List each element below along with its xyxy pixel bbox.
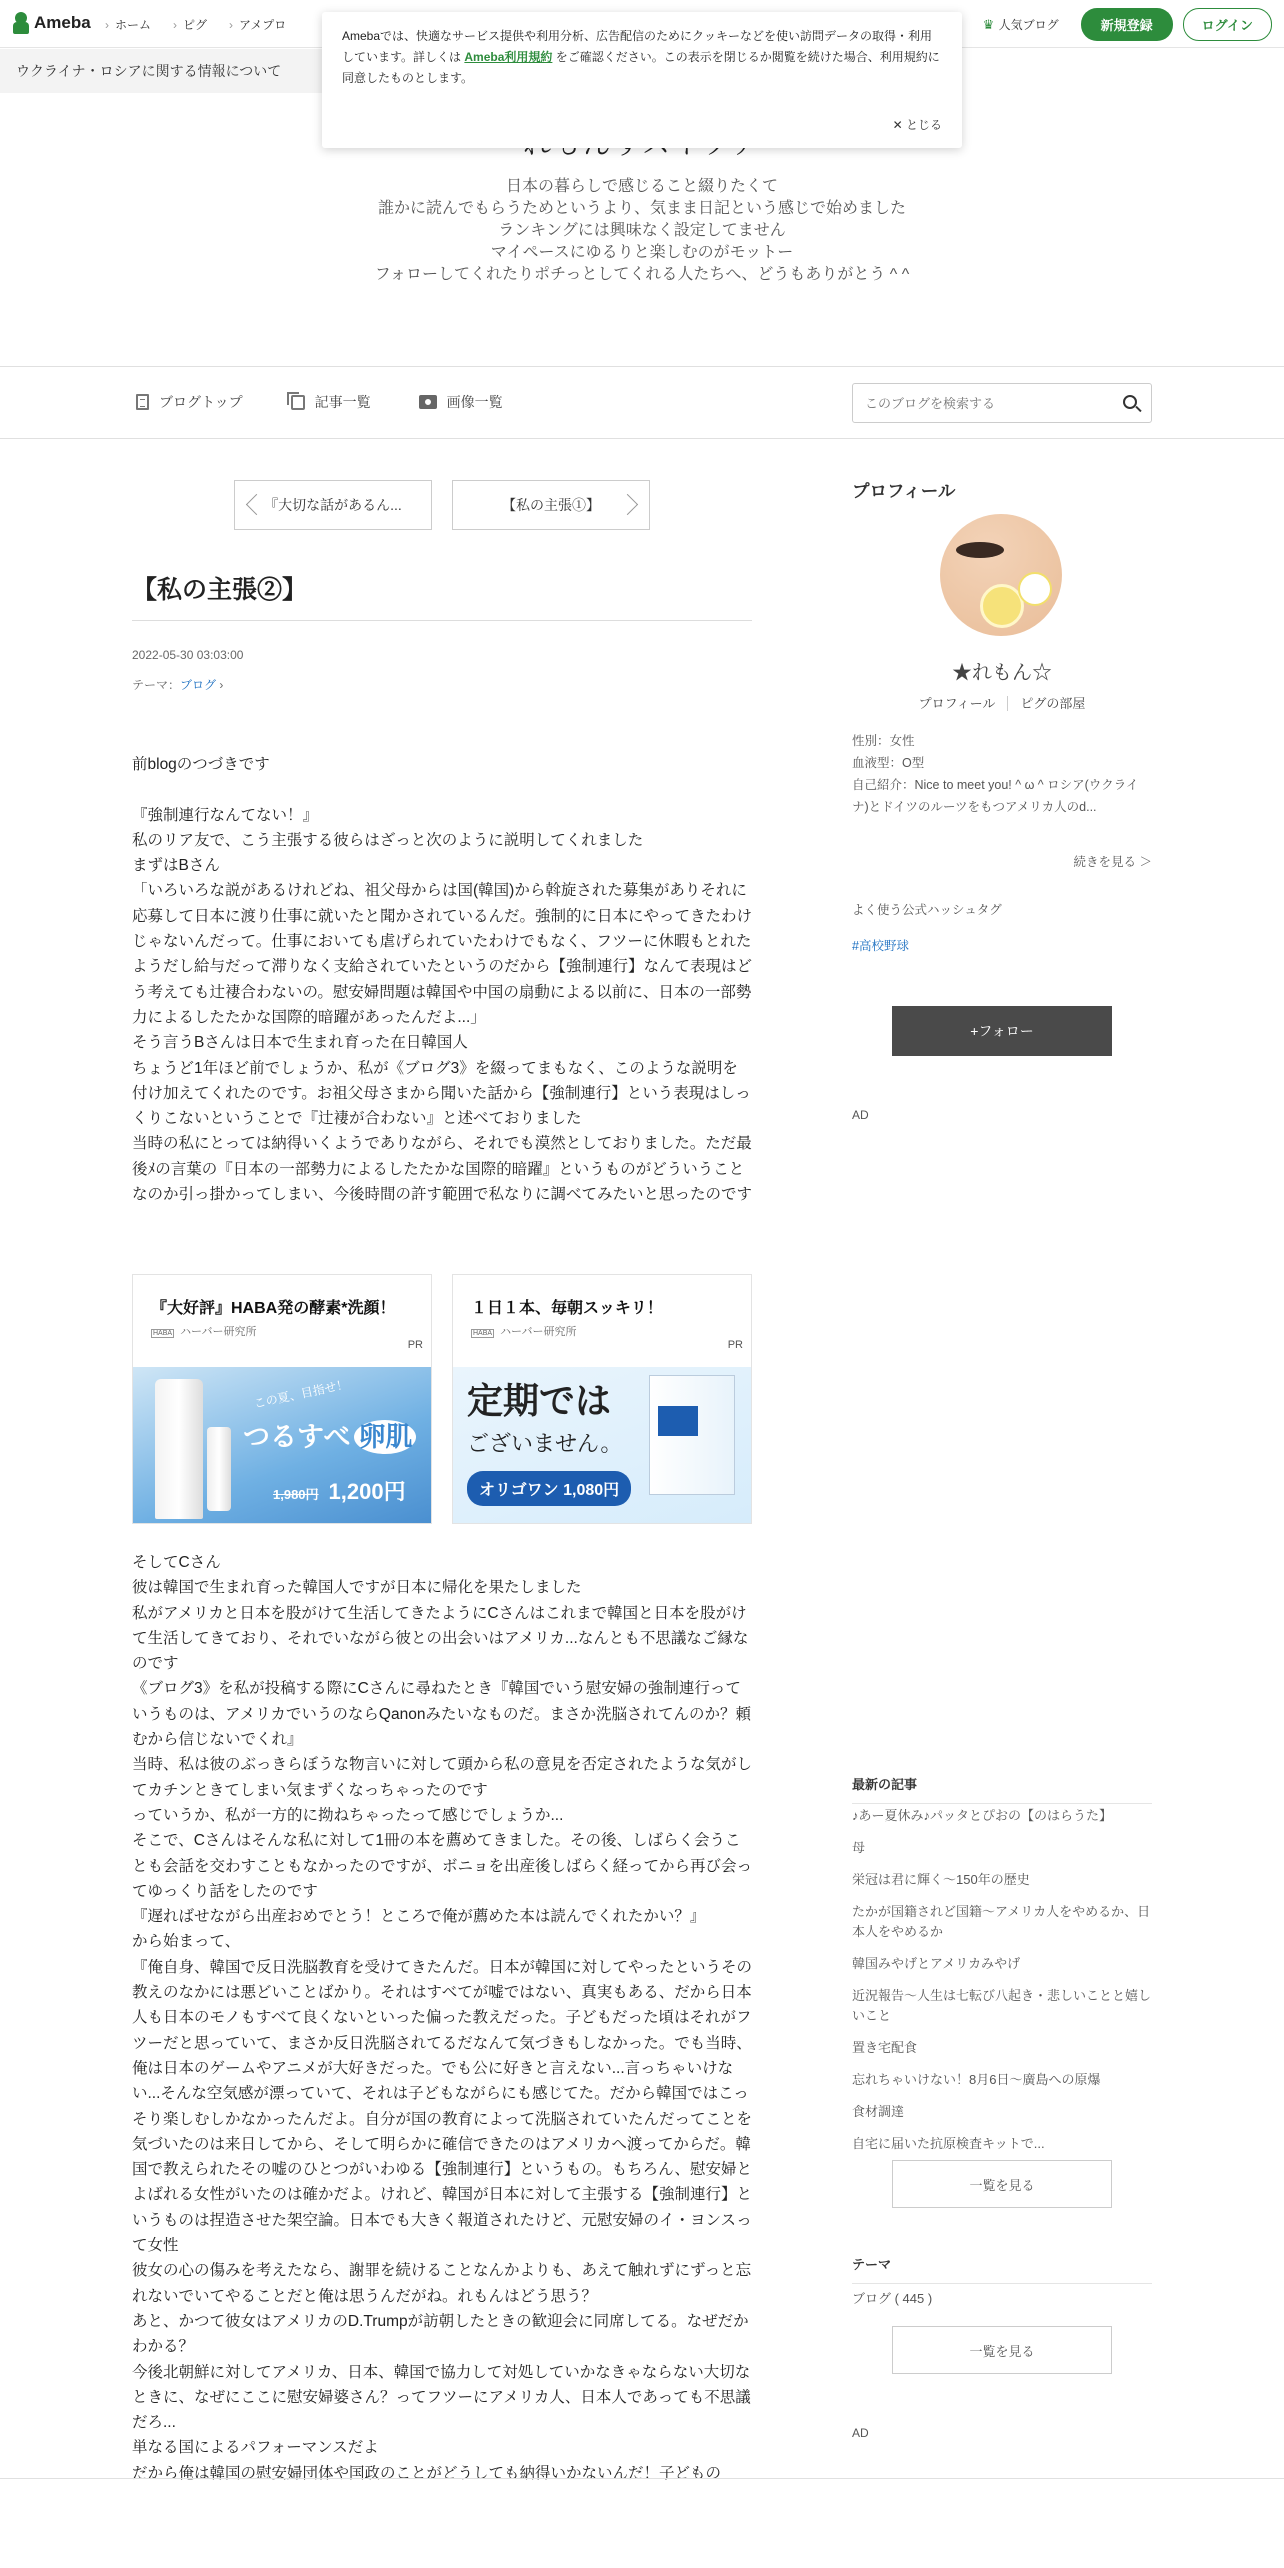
cookie-close-button[interactable] bbox=[893, 115, 942, 136]
product-bottle bbox=[155, 1379, 203, 1519]
profile-link[interactable]: プロフィール bbox=[918, 696, 996, 711]
divider bbox=[0, 438, 1284, 439]
recent-list-button[interactable]: 一覧を見る bbox=[892, 2160, 1112, 2208]
ad-advertiser: HABA ハーバー研究所 bbox=[151, 1323, 257, 1339]
product-bottle bbox=[207, 1427, 231, 1511]
ad-label: AD bbox=[852, 1108, 869, 1122]
blog-nav bbox=[136, 392, 503, 412]
nav-home[interactable]: › ホーム bbox=[105, 16, 151, 33]
recent-article-link[interactable]: 置き宅配食 bbox=[852, 2040, 918, 2055]
recent-article-link[interactable]: 忘れちゃいけない！8月6日～廣島への原爆 bbox=[852, 2072, 1101, 2087]
self-intro: 自己紹介：Nice to meet you! ^ ω ^ ロシア(ウクライナ)とドイツのルーツをもつアメリカ人のd... bbox=[852, 778, 1139, 814]
desc-line: 誰かに読んでもらうためというより、気まま日記という感じで始めました bbox=[377, 200, 906, 217]
close-icon: ✕ bbox=[892, 118, 906, 132]
ad-title: 『大好評』HABA発の酵素*洗顔！ bbox=[151, 1300, 396, 1317]
article-list-link[interactable] bbox=[291, 392, 371, 412]
profile-info bbox=[852, 730, 1152, 818]
copy-icon bbox=[291, 395, 305, 410]
pr-badge: PR bbox=[407, 1339, 423, 1351]
search-icon[interactable] bbox=[1123, 395, 1137, 409]
divider bbox=[132, 620, 752, 621]
hashtag-heading: よく使う公式ハッシュタグ bbox=[852, 903, 1002, 917]
ad-label: AD bbox=[852, 2426, 869, 2440]
divider bbox=[0, 2478, 1284, 2479]
lemon-slice bbox=[1018, 572, 1052, 606]
chevron-right-icon: › bbox=[216, 678, 224, 692]
profile-heading: プロフィール bbox=[852, 481, 956, 501]
recent-article-link[interactable]: ♪あー夏休み♪パッタとぴおの【のはらうた】 bbox=[852, 1808, 1113, 1823]
ad-headline: つるすべ 卵肌 bbox=[243, 1415, 416, 1454]
ad-headline: 定期では bbox=[467, 1381, 612, 1421]
popular-label: 人気ブログ bbox=[998, 18, 1059, 32]
search-input[interactable] bbox=[865, 396, 1105, 411]
ad-caption: この夏、目指せ！ bbox=[252, 1377, 350, 1411]
avatar[interactable] bbox=[940, 514, 1062, 636]
recent-article-link[interactable]: たかが国籍されど国籍～アメリカ人をやめるか、日本人をやめるか bbox=[852, 1904, 1151, 1939]
image-list-link[interactable] bbox=[419, 392, 503, 412]
recent-article-link[interactable]: 栄冠は君に輝く～150年の歴史 bbox=[852, 1872, 1030, 1887]
read-more-link[interactable]: 続きを見る ＞ bbox=[1073, 855, 1152, 869]
blog-top-link[interactable] bbox=[136, 392, 243, 412]
header-actions bbox=[983, 8, 1272, 41]
profile-nickname[interactable]: ★れもん☆ bbox=[952, 662, 1052, 684]
ameba-logo[interactable] bbox=[12, 12, 91, 34]
ad-advertiser: HABA ハーバー研究所 bbox=[471, 1323, 577, 1339]
article-text: 前blogのつづきです 『強制連行なんてない！』 私のリア友で、こう主張する彼らはざっと次のように説明してくれました まずはBさん 「いろいろな説があるけれどね、祖父母からは国(韓国)から斡旋された募集がありそれに応募して日本に渡り仕事に就いたと聞かされているんだ。強制的に日本にやってきたわけじゃないんだって。仕事においても虐げられていたわけでもなく、フツーに休暇もとれたようだし給与だって滞りなく支給されていたというのだから【強制連行】なんて表現はどう考えても辻褄合わないの。慰安婦問題は韓国や中国の扇動による以前に、日本の一部勢力によるしたたかな国際的暗躍があったんだよ...」 そう言うBさんは日本で生まれ育った在日韓国人 ちょうど1年ほど前でしょうか、私が《ブログ3》を綴ってまもなく、このような説明を付け加えてくれたのです。お祖父母さまから聞いた話から【強制連行】という表現はしっくりこないということで『辻褄が合わない』と述べておりました 当時の私にとっては納得いくようでありながら、それでも漠然としておりました。ただ最後ﾒの言葉の『日本の一部勢力によるしたたかな国際的暗躍』というものがどういうことなのか引っ掛かってしまい、今後時間の許す範囲で私なりに調べてみたいと思ったのです bbox=[132, 756, 753, 1204]
crown-icon: ♛ bbox=[982, 16, 995, 32]
article-body-part2 bbox=[132, 1550, 752, 2486]
login-button[interactable]: ログイン bbox=[1183, 8, 1272, 41]
ad-image bbox=[133, 1367, 431, 1523]
blog-search bbox=[852, 383, 1152, 423]
ad-headline-em: 卵肌 bbox=[354, 1420, 416, 1454]
ad-price: オリゴワン 1,080円 bbox=[467, 1471, 631, 1506]
article-title: 【私の主張②】 bbox=[132, 576, 308, 604]
ad-title: １日１本、毎朝スッキリ！ bbox=[471, 1300, 663, 1317]
ad-subheadline: ございません。 bbox=[467, 1431, 623, 1456]
article-list-label: 記事一覧 bbox=[314, 394, 371, 410]
nav-amepro[interactable]: › アメプロ bbox=[229, 16, 286, 33]
theme-label: テーマ： bbox=[132, 678, 181, 692]
cookie-consent-dialog bbox=[322, 12, 962, 148]
new-price: 1,200円 bbox=[328, 1479, 406, 1504]
recent-article-link[interactable]: 食材調達 bbox=[852, 2104, 905, 2119]
cookie-text-2: をご確認ください。この表示を閉じるか閲覧を続けた場合、利用規約に同意したものとします。 bbox=[342, 50, 940, 85]
gender: 性別：女性 bbox=[852, 734, 915, 748]
global-nav bbox=[105, 16, 286, 33]
nav-pigg[interactable]: › ピグ bbox=[173, 16, 207, 33]
product-box bbox=[649, 1375, 735, 1495]
pigg-room-link[interactable]: ピグの部屋 bbox=[1007, 696, 1085, 711]
popular-blogs-link[interactable] bbox=[983, 16, 1059, 33]
next-article-link[interactable]: 【私の主張①】 bbox=[452, 480, 650, 530]
image-list-label: 画像一覧 bbox=[446, 394, 503, 410]
theme-link[interactable]: ブログ ( 445 ) bbox=[852, 2291, 933, 2306]
hashtag-link[interactable]: #高校野球 bbox=[852, 939, 909, 953]
desc-line: ランキングには興味なく設定してません bbox=[498, 222, 786, 239]
recent-heading: 最新の記事 bbox=[852, 1774, 1152, 1804]
desc-line: フォローしてくれたりポチっとしてくれる人たちへ、どうもありがとう ^ ^ bbox=[374, 266, 910, 283]
blog-top-label: ブログトップ bbox=[159, 394, 243, 410]
camera-icon bbox=[419, 395, 437, 409]
ameba-logo-icon bbox=[12, 12, 30, 34]
prev-article-link[interactable]: 『大切な話があるん... bbox=[234, 480, 432, 530]
close-label: とじる bbox=[905, 118, 942, 132]
pr-badge: PR bbox=[727, 1339, 743, 1351]
ad-price bbox=[273, 1475, 406, 1506]
terms-link[interactable]: Ameba利用規約 bbox=[464, 50, 553, 64]
document-icon bbox=[136, 394, 149, 410]
recent-article-link[interactable]: 近況報告～人生は七転び八起き・悲しいことと嬉しいこと bbox=[852, 1988, 1152, 2023]
follow-button[interactable]: +フォロー bbox=[892, 1006, 1112, 1056]
recent-article-link[interactable]: 韓国みやげとアメリカみやげ bbox=[852, 1956, 1021, 1971]
cookie-text-1: Amebaでは、快適なサービス提供や利用分析、広告配信のためにクッキーなどを使い訪問データの取得・利用しています。詳しくは bbox=[342, 29, 933, 64]
ad-card[interactable] bbox=[132, 1274, 432, 1524]
avatar-eye bbox=[956, 542, 1004, 558]
article-text: そしてCさん 彼は韓国で生まれ育った韓国人ですが日本に帰化を果たしました 私がアメリカと日本を股がけて生活してきたようにCさんはこれまで韓国と日本を股がけて生活してきており、それでいながら彼との出会いはアメリカ...なんとも不思議なご縁なのです 《ブログ3》を私が投稿する際にCさんに尋ねたとき『韓国でいう慰安婦の強制連行っていうものは、アメリカでいうのならQanonみたいなものだ。まさか洗脳されてんのか？頼むから信じないでくれ』 当時、私は彼のぶっきらぼうな物言いに対して頭から私の意見を否定されたような気がしてカチンときてしまい気まずくなっちゃったのです っていうか、私が一方的に拗ねちゃったって感じでしょうか... そこで、Cさんはそんな私に対して1冊の本を薦めてきました。その後、しばらく会うことも会話を交わすこともなかったのですが、ボニョを出産後しばらく経ってから再び会ってゆっくり話をしたのです 『遅ればせながら出産おめでとう！ところで俺が薦めた本は読んでくれたかい？』 から始まって、 『俺自身、韓国で反日洗脳教育を受けてきたんだ。日本が韓国に対してやったというその教えのなかには悪どいことばかり。それはすべてが嘘ではない、真実もある、だから日本人も日本のモノもすべて良くないといった偏った教えだった。子どもだった頃はそれがフツーだと思っていて、まさか反日洗脳されてるだなんて気づきもしなかった。でも当時、俺は日本のゲームやアニメが大好きだった。でも公に好きと言えない...言っちゃいけない...そんな空気感が漂っていて、それは子どもながらにも感じてた。だから韓国ではこっそり楽しむしかなかったんだよ。自分が国の教育によって洗脳されていたんだってことを気づいたのは来日してから、そして明らかに確信できたのはアメリカへ渡ってからだ。韓国で教えられたその嘘のひとつがいわゆる【強制連行】というもの。もちろん、慰安婦とよばれる女性がいたのは確かだよ。けれど、韓国が日本に対して主張する【強制連行】というものは捏造させた架空論。日本でも大きく報道されたけど、元慰安婦のイ・ヨンスって女性 彼女の心の傷みを考えたなら、謝罪を続けることなんかよりも、あえて触れずにずっと忘れないでいてやることだと俺は思うんだがね。れもんはどう思う？ あと、かつて彼女はアメリカのD.Trumpが訪朝したときの歓迎会に同席してる。なぜだかわかる？ 今後北朝鮮に対してアメリカ、日本、韓国で協力して対処していかなきゃならない大切なときに、なぜにここに慰安婦婆さん？ってフツーにアメリカ人、日本人であっても不思議だろ... 単なる国によるパフォーマンスだよ だから俺は韓国の慰安婦団体や国政のことがどうしても納得いかないんだ！子どもの bbox=[132, 1554, 753, 2482]
theme-link[interactable]: ブログ bbox=[180, 678, 217, 692]
ukraine-notice-link[interactable]: ウクライナ・ロシアに関する情報について bbox=[0, 49, 330, 93]
ad-units bbox=[132, 1274, 752, 1524]
theme-heading: テーマ bbox=[852, 2254, 1152, 2284]
article-body-part1 bbox=[132, 752, 752, 1207]
signup-button[interactable]: 新規登録 bbox=[1081, 8, 1173, 41]
article-theme bbox=[132, 676, 223, 693]
ad-card[interactable] bbox=[452, 1274, 752, 1524]
ad-image bbox=[453, 1367, 751, 1523]
old-price: 1,980円 bbox=[273, 1487, 319, 1502]
recent-articles bbox=[852, 1806, 1152, 2166]
desc-line: マイペースにゆるりと楽しむのがモットー bbox=[490, 244, 794, 261]
blog-description bbox=[0, 176, 1284, 286]
logo-text: Ameba bbox=[34, 13, 91, 32]
recent-article-link[interactable]: 母 bbox=[852, 1840, 866, 1855]
desc-line: 日本の暮らしで感じること綴りたくて bbox=[505, 178, 778, 195]
blood-type: 血液型：O型 bbox=[852, 756, 925, 770]
recent-article-link[interactable]: 自宅に届いた抗原検査キットで... bbox=[852, 2136, 1045, 2151]
article-date: 2022-05-30 03:03:00 bbox=[132, 648, 244, 662]
divider bbox=[0, 366, 1284, 367]
theme-list-button[interactable]: 一覧を見る bbox=[892, 2326, 1112, 2374]
article-pager bbox=[234, 480, 650, 530]
profile-links bbox=[852, 693, 1152, 712]
